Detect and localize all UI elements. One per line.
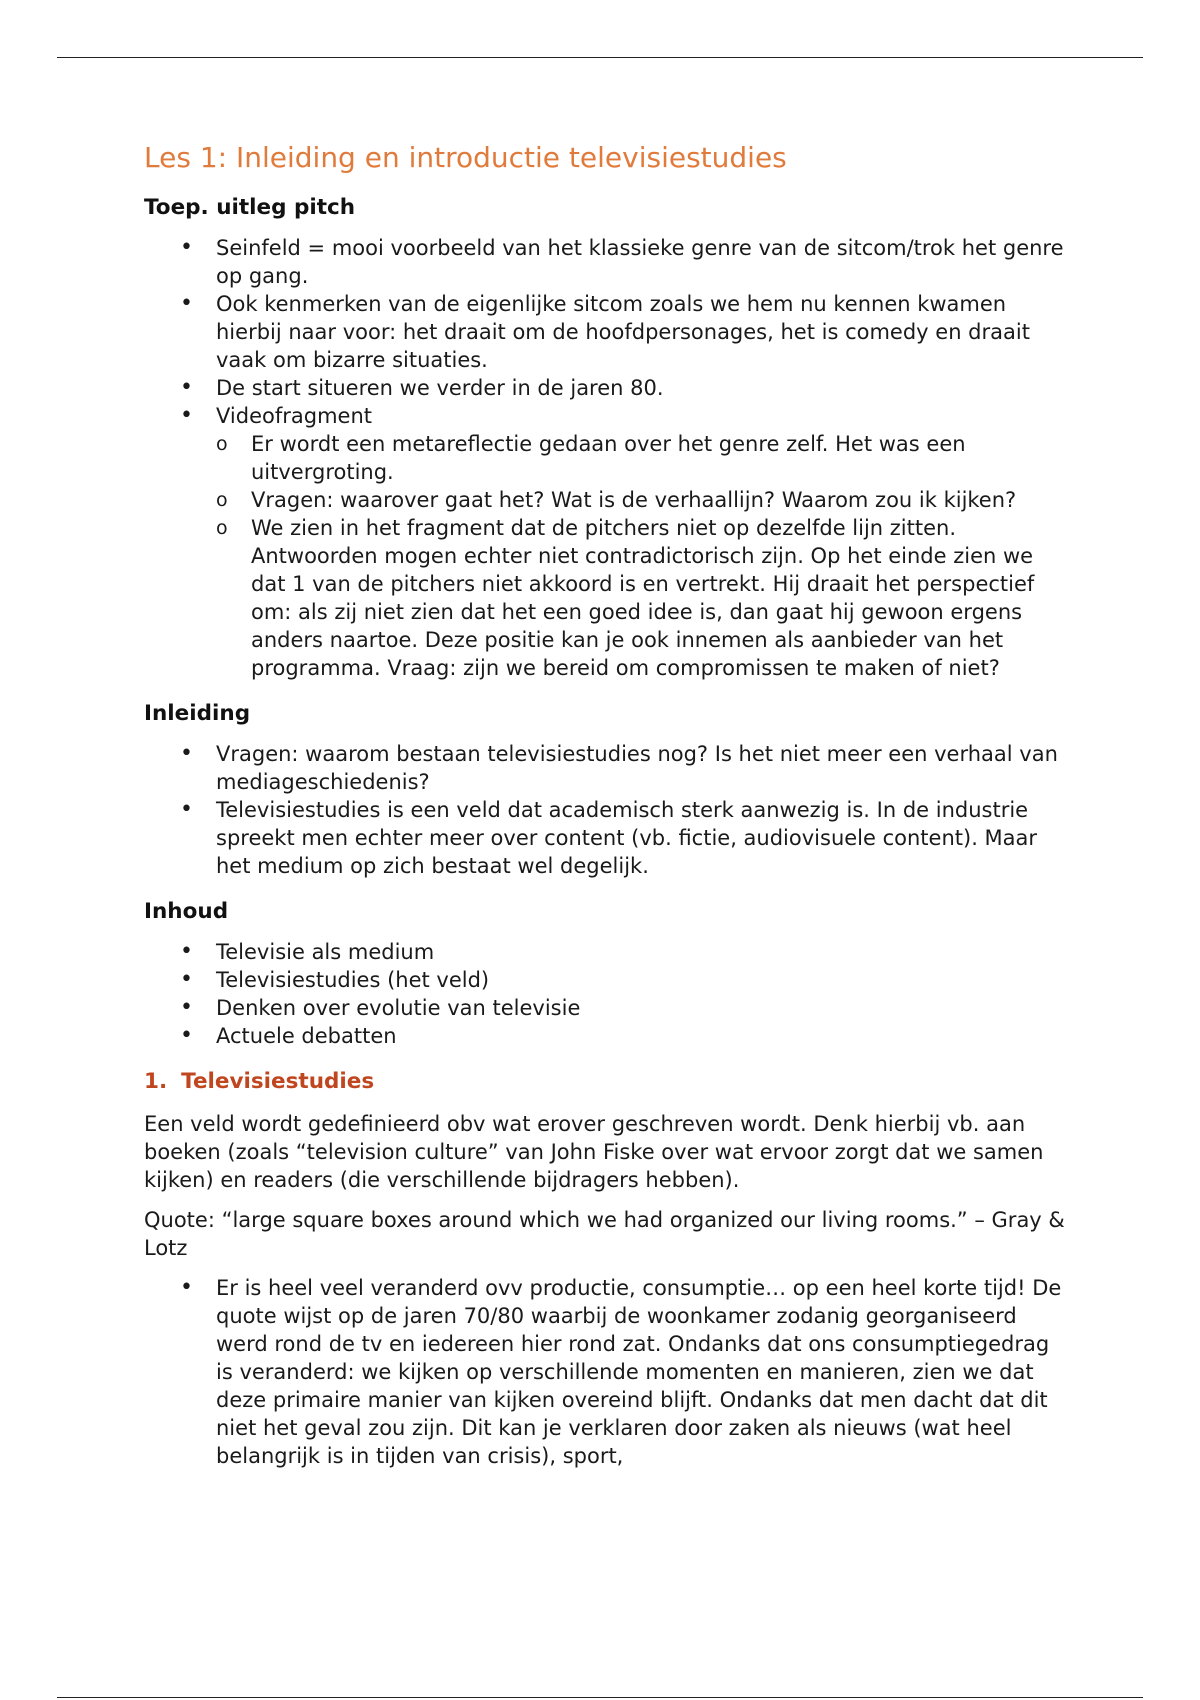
page-title: Les 1: Inleiding en introductie televisiestudies bbox=[144, 141, 787, 174]
paragraph-field-definition: Een veld wordt gedefinieerd obv wat erover geschreven wordt. Denk hierbij vb. aan boeken (zoals “television culture” van John Fiske over wat ervoor zorgt dat we samen kijken) en readers (die verschillende bijdragers hebben). bbox=[144, 1112, 1044, 1192]
list-item: • Ook kenmerken van de eigenlijke sitcom zoals we hem nu kennen kwamen hierbij naar voor: het draait om de hoofdpersonages, het is comedy en draait vaak om bizarre situaties. bbox=[180, 291, 1030, 372]
page-cutoff-area bbox=[0, 1540, 1200, 1660]
bullet-icon: • bbox=[180, 403, 193, 428]
list-item: • Televisie als medium bbox=[180, 939, 435, 964]
bullet-icon: • bbox=[180, 1275, 193, 1300]
circle-bullet-icon: o bbox=[216, 517, 228, 539]
list-item: • Er is heel veel veranderd ovv productie, consumptie… op een heel korte tijd! De quote wijst op de jaren 70/80 waarbij de woonkamer zodanig georganiseerd werd rond de tv en iedereen hier rond zat. Ondanks dat ons consumptiegedrag is veranderd: we kijken op verschillende momenten en manieren, zien we dat deze primaire manier van kijken overeind blijft. Ondanks dat men dacht dat dit niet het geval zou zijn. Dit kan je verklaren door zaken als nieuws (wat heel belangrijk is in tijden van crisis), sport, bbox=[180, 1275, 1062, 1468]
sublist-item: o Er wordt een metareflectie gedaan over het genre zelf. Het was een uitvergroting. bbox=[216, 432, 966, 484]
bullet-icon: • bbox=[180, 1023, 193, 1048]
footer-rule bbox=[57, 1697, 1143, 1698]
bullet-icon: • bbox=[180, 375, 193, 400]
inleiding-list bbox=[144, 740, 1069, 880]
heading-pitch: Toep. uitleg pitch bbox=[144, 195, 356, 220]
videofragment-sublist bbox=[216, 430, 1069, 682]
paragraph-quote: Quote: “large square boxes around which we had organized our living rooms.” – Gray & Lotz bbox=[144, 1208, 1065, 1260]
inhoud-list bbox=[144, 938, 1069, 1050]
section-title: Televisiestudies bbox=[181, 1069, 375, 1094]
header-rule bbox=[57, 57, 1143, 58]
bullet-icon: • bbox=[180, 995, 193, 1020]
list-item: • Vragen: waarom bestaan televisiestudies nog? Is het niet meer een verhaal van mediageschiedenis? bbox=[180, 741, 1058, 794]
sublist-item: o Vragen: waarover gaat het? Wat is de verhaallijn? Waarom zou ik kijken? bbox=[216, 488, 1017, 512]
list-item: • De start situeren we verder in de jaren 80. bbox=[180, 375, 664, 400]
heading-inleiding: Inleiding bbox=[144, 701, 251, 726]
list-item: • Videofragment o Er wordt een metareflectie gedaan over het genre zelf. Het was een uitvergroting. o Vragen: waarover gaat het? Wat is de verhaallijn? Waarom zou ik kijken? o We zien in het fragment dat de pitchers niet op dezelfde lijn zitten. Antwoorden mogen echter niet contradictorisch zijn. Op het einde zien we dat 1 van de pitchers niet akkoord is en vertrekt. Hij draait het perspectief om: als zij niet zien dat het een goed idee is, dan gaat hij gewoon ergens anders naartoe. Deze positie kan je ook innemen als aanbieder van het programma. Vraag: zijn we bereid om compromissen te maken of niet? bbox=[144, 402, 1069, 682]
bullet-icon: • bbox=[180, 797, 193, 822]
section-number: 1. bbox=[144, 1069, 168, 1094]
heading-inhoud: Inhoud bbox=[144, 899, 229, 924]
circle-bullet-icon: o bbox=[216, 489, 228, 511]
bullet-icon: • bbox=[180, 939, 193, 964]
document-body bbox=[144, 138, 1069, 1488]
list-item: • Seinfeld = mooi voorbeeld van het klassieke genre van de sitcom/trok het genre op gang. bbox=[180, 235, 1064, 288]
pitch-list bbox=[144, 234, 1069, 682]
bullet-icon: • bbox=[180, 291, 193, 316]
bullet-icon: • bbox=[180, 741, 193, 766]
bullet-icon: • bbox=[180, 967, 193, 992]
list-item: • Actuele debatten bbox=[180, 1023, 397, 1048]
section-heading-televisiestudies bbox=[144, 1068, 1069, 1096]
circle-bullet-icon: o bbox=[216, 433, 228, 455]
sublist-item: o We zien in het fragment dat de pitchers niet op dezelfde lijn zitten. Antwoorden mogen echter niet contradictorisch zijn. Op het einde zien we dat 1 van de pitchers niet akkoord is en vertrekt. Hij draait het perspectief om: als zij niet zien dat het een goed idee is, dan gaat hij gewoon ergens anders naartoe. Deze positie kan je ook innemen als aanbieder van het programma. Vraag: zijn we bereid om compromissen te maken of niet? bbox=[216, 516, 1035, 680]
list-item: • Televisiestudies is een veld dat academisch sterk aanwezig is. In de industrie spreekt men echter meer over content (vb. fictie, audiovisuele content). Maar het medium op zich bestaat wel degelijk. bbox=[180, 797, 1038, 878]
list-item: • Denken over evolutie van televisie bbox=[180, 995, 581, 1020]
bullet-icon: • bbox=[180, 235, 193, 260]
televisiestudies-list bbox=[144, 1274, 1069, 1470]
list-item: • Televisiestudies (het veld) bbox=[180, 967, 490, 992]
